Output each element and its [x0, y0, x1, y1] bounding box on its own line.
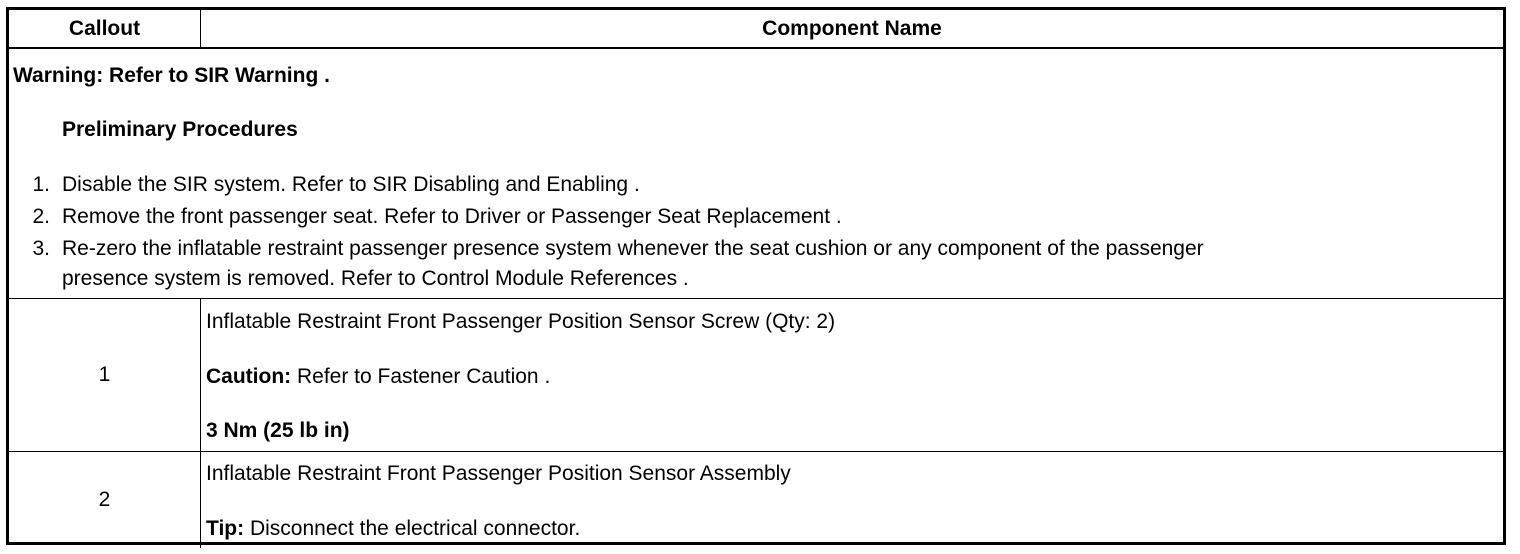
warning-suffix: .: [318, 64, 330, 87]
caution-note: [206, 365, 550, 389]
component-name: Inflatable Restraint Front Passenger Position Sensor Screw (Qty: 2): [206, 310, 836, 333]
component-table: [6, 7, 1506, 545]
tip-note: [206, 517, 580, 541]
step-text: Remove the front passenger seat. Refer to Driver or Passenger Seat Replacement .: [62, 205, 842, 228]
torque-spec: 3 Nm (25 lb in): [206, 419, 350, 442]
tip-label: Tip:: [206, 517, 245, 540]
caution-text: Refer to Fastener Caution .: [291, 365, 551, 388]
component-cell: [201, 299, 1503, 451]
step-number: 3.: [32, 237, 50, 260]
step-text: Disable the SIR system. Refer to SIR Disabling and Enabling .: [62, 173, 640, 196]
component-name: Inflatable Restraint Front Passenger Position Sensor Assembly: [206, 462, 791, 485]
caution-label: Caution:: [206, 365, 292, 388]
table-header-row: [9, 10, 1503, 49]
header-component-name: Component Name: [762, 16, 942, 40]
callout-cell: 2: [9, 452, 201, 548]
preliminary-row: [9, 49, 1503, 299]
tip-text: Disconnect the electrical connector.: [244, 517, 581, 540]
step-text-continued: presence system is removed. Refer to Control Module References .: [62, 267, 689, 290]
callout-cell: 1: [9, 299, 201, 451]
table-row: [9, 299, 1503, 452]
header-callout: Callout: [9, 10, 201, 47]
preliminary-heading: Preliminary Procedures: [62, 118, 298, 141]
step-number: 1.: [32, 173, 50, 196]
table-row: [9, 452, 1503, 548]
step-text: Re-zero the inflatable restraint passenger presence system whenever the seat cushion or any component of the passenger: [62, 237, 1204, 260]
warning-text: Warning: Refer to SIR Warning: [13, 64, 319, 87]
component-cell: [201, 452, 1503, 548]
warning-line: [13, 64, 330, 88]
step-number: 2.: [32, 205, 50, 228]
